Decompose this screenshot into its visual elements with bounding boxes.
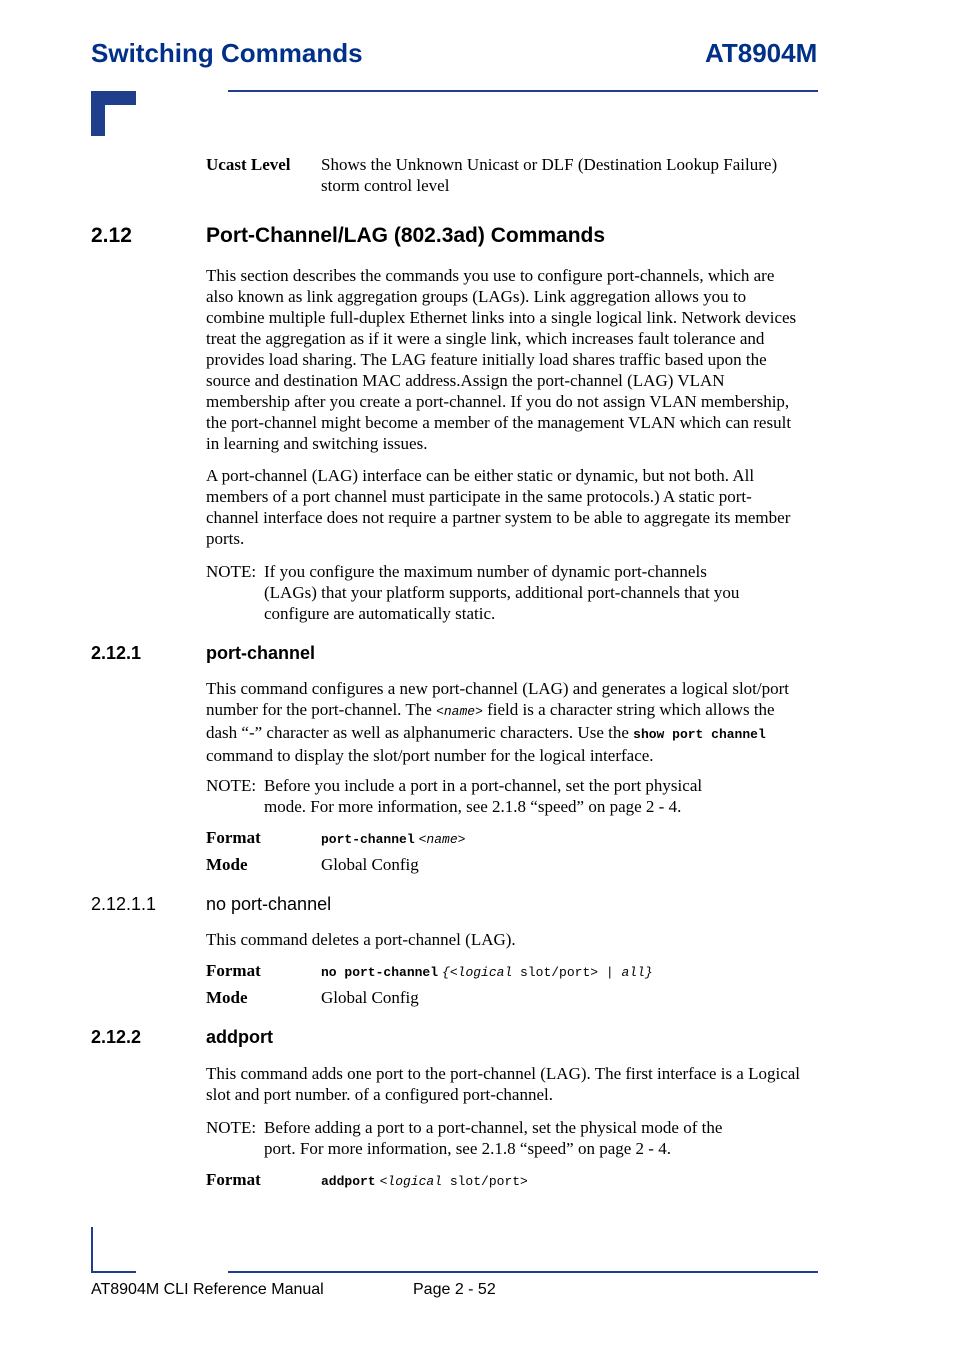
note-1-label: NOTE: (206, 562, 257, 581)
section-2-12-1-number: 2.12.1 (91, 643, 142, 663)
note-2-text: Before you include a port in a port-channel, set the port physical mode. For more information, see 2.1.8 “speed” on page 2 - 4. (264, 776, 703, 816)
format-label: Format (206, 828, 261, 847)
note-1-text: If you configure the maximum number of dynamic port-channels (LAGs) that your platform supports, additional port-channels that you configure are automatically static. (264, 562, 740, 623)
ucast-level-description: Shows the Unknown Unicast or DLF (Destination Lookup Failure) storm control level (321, 155, 778, 195)
corner-bracket-vertical (91, 91, 105, 136)
name-parameter: <name> (436, 704, 483, 719)
section-2-12-1-title: port-channel (206, 643, 316, 663)
note-3-label: NOTE: (206, 1118, 257, 1137)
note-3-text: Before adding a port to a port-channel, set the physical mode of the port. For more information, see 2.1.8 “speed” on page 2 - 4. (264, 1118, 723, 1158)
section-2-12-number: 2.12 (91, 224, 132, 247)
footer-page-number: Page 2 - 52 (413, 1281, 496, 1298)
section-2-12-paragraph-1: This section describes the commands you use to configure port-channels, which are also known as link aggregation groups (LAGs). Link aggregation allows you to combine multiple full-duplex Ethernet links into a single logical link. Network devices treat the aggregation as if it were a single link, which increases fault tolerance and provides load sharing. The LAG feature initially load shares traffic based upon the source and destination MAC address.Assign the port-channel (LAG) VLAN membership after you create a port-channel. If you do not assign VLAN membership, the port-channel might become a member of the management VLAN which can result in learning and switching issues. (206, 266, 797, 453)
mode-value: Global Config (321, 988, 419, 1007)
section-2-12-2-number: 2.12.2 (91, 1027, 142, 1047)
footer-bracket-horizontal (91, 1271, 136, 1273)
no-port-channel-format: no port-channel {<logical slot/port> | all} (321, 965, 653, 980)
section-2-12-1-paragraph: This command configures a new port-channel (LAG) and generates a logical slot/port number for the port-channel. The <name> field is a character string which allows the dash “-” character as well as alphanumeric characters. Use the show port channel command to display the slot/port number for the logical interface. (206, 679, 789, 765)
section-2-12-paragraph-2: A port-channel (LAG) interface can be either static or dynamic, but not both. All members of a port channel must participate in the same protocols.) A static port- channel interface does not require a partner system to be able to aggregate its member ports. (206, 466, 791, 548)
port-channel-format: port-channel <name> (321, 832, 466, 847)
addport-format: addport <logical slot/port> (321, 1174, 528, 1189)
mode-label: Mode (206, 855, 248, 874)
footer-bracket-vertical (91, 1227, 93, 1273)
footer-rule (228, 1271, 818, 1273)
header-product-title: AT8904M (705, 38, 818, 68)
header-section-title: Switching Commands (91, 38, 363, 68)
format-label: Format (206, 1170, 261, 1189)
footer-manual-title: AT8904M CLI Reference Manual (91, 1281, 324, 1298)
ucast-level-label: Ucast Level (206, 155, 291, 174)
mode-value: Global Config (321, 855, 419, 874)
show-port-channel-command: show port channel (633, 727, 766, 742)
mode-label: Mode (206, 988, 248, 1007)
section-2-12-1-1-text: This command deletes a port-channel (LAG). (206, 930, 516, 949)
section-2-12-2-title: addport (206, 1027, 273, 1047)
section-2-12-title: Port-Channel/LAG (802.3ad) Commands (206, 224, 606, 247)
format-label: Format (206, 961, 261, 980)
section-2-12-1-1-title: no port-channel (206, 894, 332, 914)
section-2-12-2-paragraph: This command adds one port to the port-channel (LAG). The first interface is a Logical slot and port number. of a configured port-channel. (206, 1064, 801, 1104)
header-rule (228, 90, 818, 92)
section-2-12-1-1-number: 2.12.1.1 (91, 894, 157, 914)
note-2-label: NOTE: (206, 776, 257, 795)
